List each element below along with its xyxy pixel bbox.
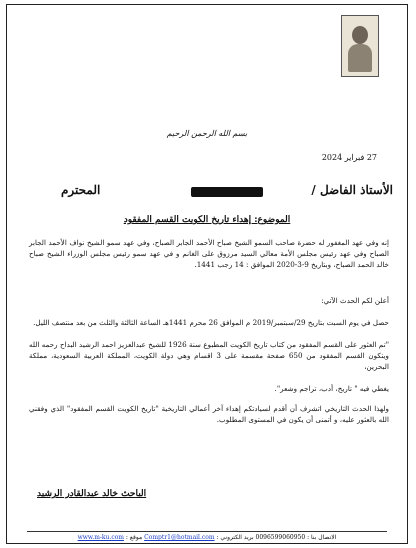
recipient-line [21, 183, 393, 199]
author-photo [341, 15, 379, 77]
recipient-title: الأستاذ الفاضل / [311, 183, 393, 197]
honorific: المحترم [61, 183, 101, 197]
paragraph: إنه وفي عهد المغفور له حضرة صاحب السمو الشيخ صباح الأحمد الجابر الصباح، وفي عهد سمو الشيخ نواف الأحمد الجابر الصباح وفي عهد رئيس مجلس الأمة معالي السيد مرزوق على الغانم و في عهد سمو رئيس مجلس الوزراء الشيخ صباح خالد الحمد الصباح، وبتاريخ 9-3-2020 الموافق : 14 رجب 1441. [29, 238, 389, 269]
footer-divider [27, 531, 387, 532]
paragraph: حصل في يوم السبت بتاريخ 29/سبتمبر/2019 م الموافق 26 محرم 1441هـ الساعة الثالثة والثلث من بعد منتصف الليل. [33, 318, 389, 327]
subject-line: الموضوع: إهداء تاريخ الكويت القسم المفقود [123, 215, 291, 225]
footer-site-label: موقع : [125, 534, 143, 541]
paragraph: ولهذا الحدث التاريخي اتشرف أن أقدم لسيادتكم إهداء آخر أعمالي التاريخية "تاريخ الكويت القسم المفقود" الذي وفقني الله بالعثور عليه، و أتمنى أن يكون في المستوى المطلوب. [29, 404, 389, 424]
paragraph: "تم العثور على القسم المفقود من كتاب تاريخ الكويت المطبوع سنة 1926 للشيخ عبدالعزيز احمد الرشيد البداح رحمه الله ويتكون القسم المفقود من 650 صفحة مقسمة على 3 اقسام وهي دولة الكويت، المملكة العربية السعودية، مملكة البحرين، [29, 340, 390, 371]
basmala: بسم الله الرحمن الرحيم [166, 129, 248, 138]
paragraph: يغطي فيه " تاريخ، أدب، تراجم وشعر". [274, 384, 389, 393]
letter-date: 27 فبراير 2024 [321, 153, 377, 162]
footer [27, 534, 387, 541]
paragraph: أعلن لكم الحدث الآتي: [321, 296, 389, 305]
email-link[interactable]: Comptr1@hotmail.com [144, 534, 215, 541]
redacted-name [191, 187, 263, 197]
letter-page [6, 4, 408, 544]
website-link[interactable]: www.m-ku.com [77, 534, 124, 541]
footer-contact: الاتصال بنا : 0096599060950 بريد الكتروني : [216, 534, 337, 541]
signature: الباحث خالد عبدالقادر الرشيد [37, 489, 147, 499]
